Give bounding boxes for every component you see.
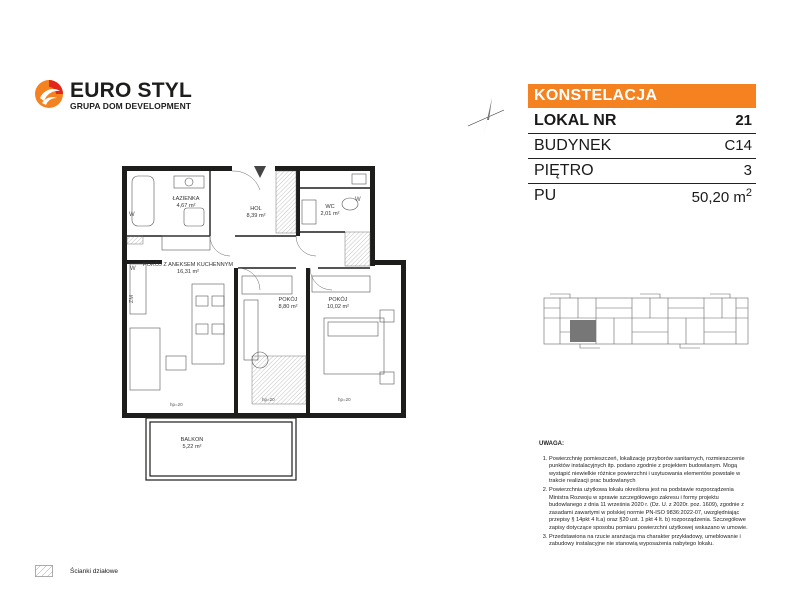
room-living-kitchen <box>128 262 248 275</box>
ventilation-mark: W <box>129 212 135 218</box>
info-label: BUDYNEK <box>534 137 612 154</box>
room-balcony <box>172 437 212 450</box>
brand-subtitle: GRUPA DOM DEVELOPMENT <box>70 101 192 111</box>
info-label: LOKAL NR <box>534 112 617 129</box>
area-value: 50,20 <box>691 189 730 206</box>
info-label: PIĘTRO <box>534 162 594 179</box>
room-bedroom-2 <box>320 297 356 310</box>
room-bathroom <box>166 196 206 209</box>
room-name: BALKON <box>180 437 204 443</box>
room-wc <box>312 204 348 217</box>
info-value: 3 <box>743 162 752 179</box>
info-row-building <box>528 134 756 159</box>
info-row-floor <box>528 159 756 184</box>
room-area: 10,02 m² <box>326 303 350 310</box>
note-item: 1. Powierzchnię pomieszczeń, lokalizację przyborów sanitarnych, rozmieszczenie punktów instalacyjnych itp. podano zgodnie z projektem budowlanym. Mogą wystąpić niewielkie różnice powierzchni i usytuowania elementów powstałe w trakcie realizacji prac budowlanych <box>549 456 749 486</box>
sill-height-mark: hp=20 <box>170 402 183 407</box>
room-name: POKÓJ <box>328 297 348 303</box>
area-unit-sup: 2 <box>745 187 752 199</box>
info-row-area <box>528 184 756 208</box>
meter-mark: ZM <box>128 295 135 303</box>
room-hall <box>236 206 276 219</box>
building-key-plan <box>540 290 752 352</box>
room-name: POKÓJ <box>278 297 298 303</box>
partition-wall-legend-icon <box>35 565 53 577</box>
room-name: POKÓJ Z ANEKSEM KUCHENNYM <box>142 262 234 268</box>
info-label: PU <box>534 187 557 204</box>
info-row-unit <box>528 109 756 134</box>
ventilation-mark: W <box>130 266 136 272</box>
north-arrow-icon <box>466 96 506 140</box>
room-area: 16,31 m² <box>176 268 200 275</box>
ventilation-mark: W <box>355 197 361 203</box>
room-area: 8,80 m² <box>278 303 298 310</box>
brand-name: EURO STYL <box>70 79 192 102</box>
area-unit: m <box>733 189 746 206</box>
note-item: 3. Przedstawiona na rzucie aranżacja ma charakter przykładowy, umeblowanie i zabudowy instalacyjne nie stanowią wyposażenia nabytego lokalu. <box>549 534 749 549</box>
room-area: 4,67 m² <box>176 202 196 209</box>
room-bedroom-1 <box>270 297 306 310</box>
room-name: HOL <box>250 206 262 212</box>
project-title-bar <box>528 84 756 108</box>
info-value: 21 <box>735 112 752 129</box>
euro-styl-logo-icon <box>34 79 64 109</box>
info-value: C14 <box>724 137 752 154</box>
notes-section <box>539 441 749 550</box>
room-area: 8,39 m² <box>246 212 266 219</box>
note-item: 2. Powierzchnia użytkowa lokalu określona jest na podstawie rozporządzenia Ministra Rozwoju w sprawie szczegółowego zakresu i formy projektu budowlanego z dnia 11 września 2020 r. (Dz. U. z 2020r. poz. 1609), zgodnie z zasadami zawartymi w polskiej normie PN-ISO 9836:2022-07, uwzględniając przepisy § 14pkt 4 lt.a) oraz §20 ust. 1 pkt 4 lt. b) rozporządzenia. Szczegółowe zapisy dotyczące sposobu pomiaru powierzchni użytkowej wskazano w umowie. <box>549 487 749 533</box>
room-name: WC <box>325 204 335 210</box>
highlighted-unit <box>570 320 596 342</box>
info-value <box>692 187 752 206</box>
room-area: 2,01 m² <box>320 210 340 217</box>
room-name: ŁAZIENKA <box>172 196 200 202</box>
legend-label: Ścianki działowe <box>70 568 119 575</box>
room-area: 5,22 m² <box>182 443 202 450</box>
notes-title: UWAGA: <box>539 441 564 447</box>
sill-height-mark: hp=20 <box>338 397 351 402</box>
project-title: KONSTELACJA <box>534 87 658 104</box>
sill-height-mark: hp=20 <box>262 397 275 402</box>
